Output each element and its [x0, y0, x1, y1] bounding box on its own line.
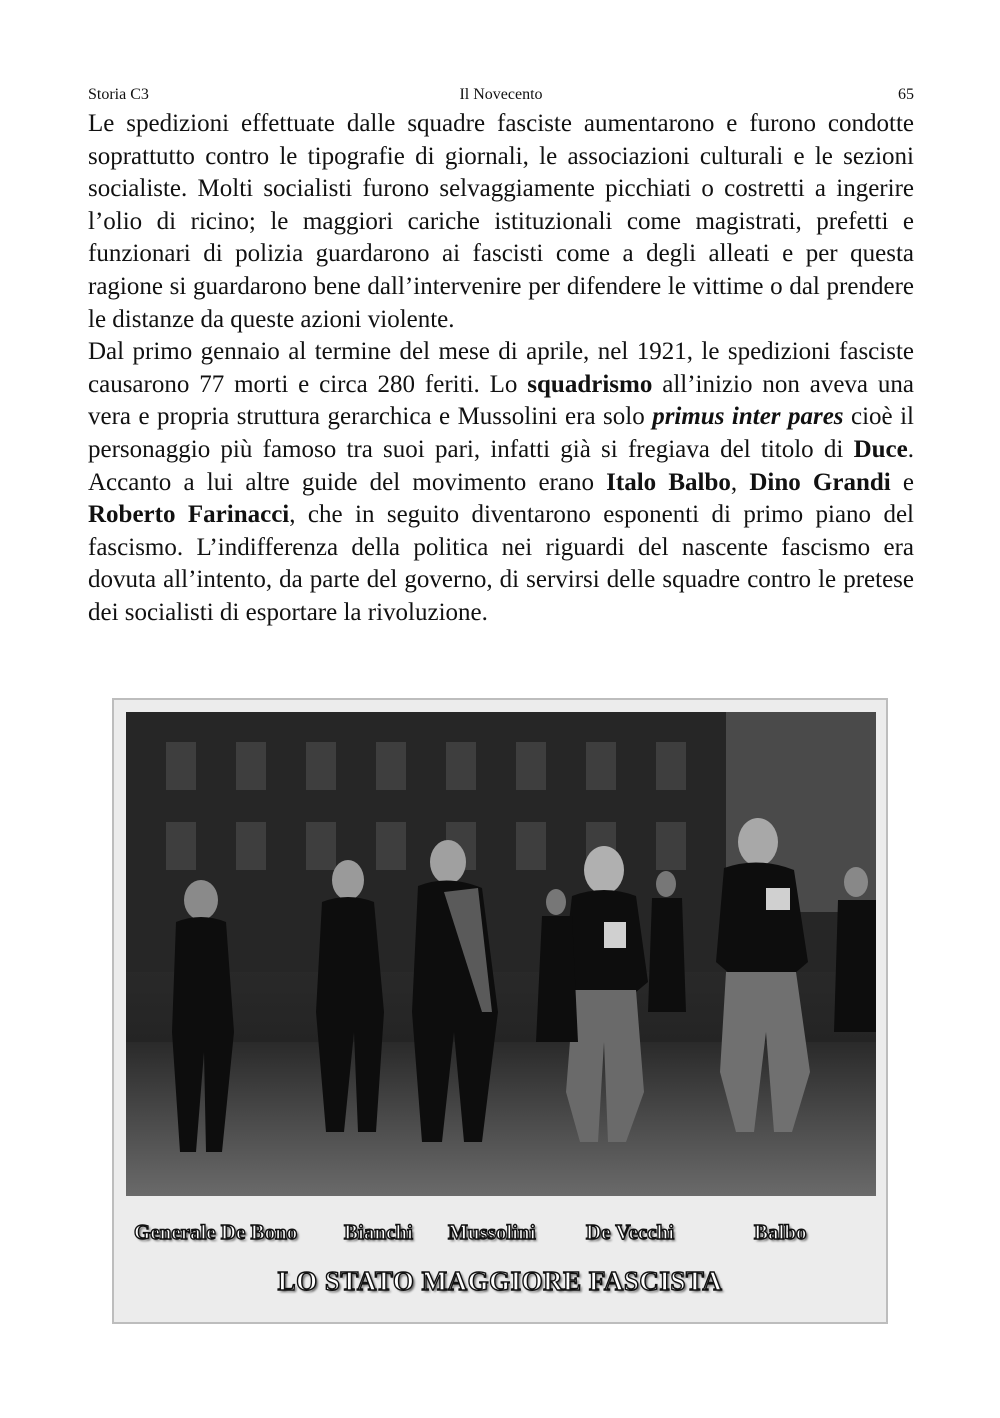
- name-roberto-farinacci: Roberto Farinacci: [88, 501, 290, 529]
- photo-illustration: [126, 712, 876, 1196]
- paragraph-1: Le spedizioni effettuate dalle squadre fasciste aumentarono e furono condotte soprattutto contro le tipografie di giornali, le associazioni culturali e le sezioni socialiste. Molti socialisti furono selvaggiamente picchiati o costretti a ingerire l’olio di ricino; le maggiori cariche istituzionali come magistrati, prefetti e funzionari di polizia guardarono ai fascisti come a degli alleati e per questa ragione si guardarono bene dall’intervenire per difendere le vittime o dal prendere le distanze da queste azioni violente.: [88, 110, 914, 333]
- caption-name: Generale De Bono: [134, 1220, 298, 1244]
- paragraph-2-text: . Accanto a lui altre guide del movimento erano: [88, 435, 914, 496]
- historical-photo: [126, 712, 876, 1196]
- header-book-title: Storia C3: [88, 86, 149, 103]
- photo-title-caption: LO STATO MAGGIORE FASCISTA: [277, 1266, 723, 1296]
- caption-name: De Vecchi: [586, 1220, 675, 1244]
- caption-name: Mussolini: [448, 1220, 536, 1244]
- term-squadrismo: squadrismo: [527, 370, 653, 398]
- paragraph-2-text: all’inizio non aveva una vera e propria struttura gerarchica e Mussolini era solo: [88, 370, 914, 431]
- photo-name-captions: [114, 1220, 886, 1248]
- body-text: [88, 108, 914, 630]
- term-duce: Duce: [853, 435, 908, 463]
- header-chapter-title: Il Novecento: [459, 86, 543, 103]
- term-primus-inter-pares: primus inter pares: [652, 403, 844, 431]
- page-header: [88, 86, 914, 106]
- paragraph-2-text: ,: [730, 468, 750, 496]
- paragraph-2-text: e: [890, 468, 914, 496]
- paragraph-2-text: cioè il personaggio più famoso tra suoi pari, infatti già si fregiava del titolo di: [88, 403, 915, 463]
- historical-photo-figure: [112, 698, 888, 1324]
- caption-name: Bianchi: [344, 1220, 413, 1244]
- paragraph-2: [88, 336, 914, 629]
- name-italo-balbo: Italo Balbo: [606, 468, 731, 496]
- paragraph-2-text: , che in seguito diventarono esponenti di primo piano del fascismo. L’indifferenza della politica nei riguardi del nascente fascismo era dovuta all’intento, da parte del governo, di servirsi delle squadre contro le pretese dei socialisti di esportare la rivoluzione.: [88, 501, 914, 626]
- name-dino-grandi: Dino Grandi: [749, 468, 891, 496]
- paragraph-2-text: Dal primo gennaio al termine del mese di aprile, nel 1921, le spedizioni fasciste causarono 77 morti e circa 280 feriti. Lo: [88, 338, 914, 398]
- caption-name: Balbo: [754, 1220, 807, 1244]
- page-number: 65: [898, 86, 914, 103]
